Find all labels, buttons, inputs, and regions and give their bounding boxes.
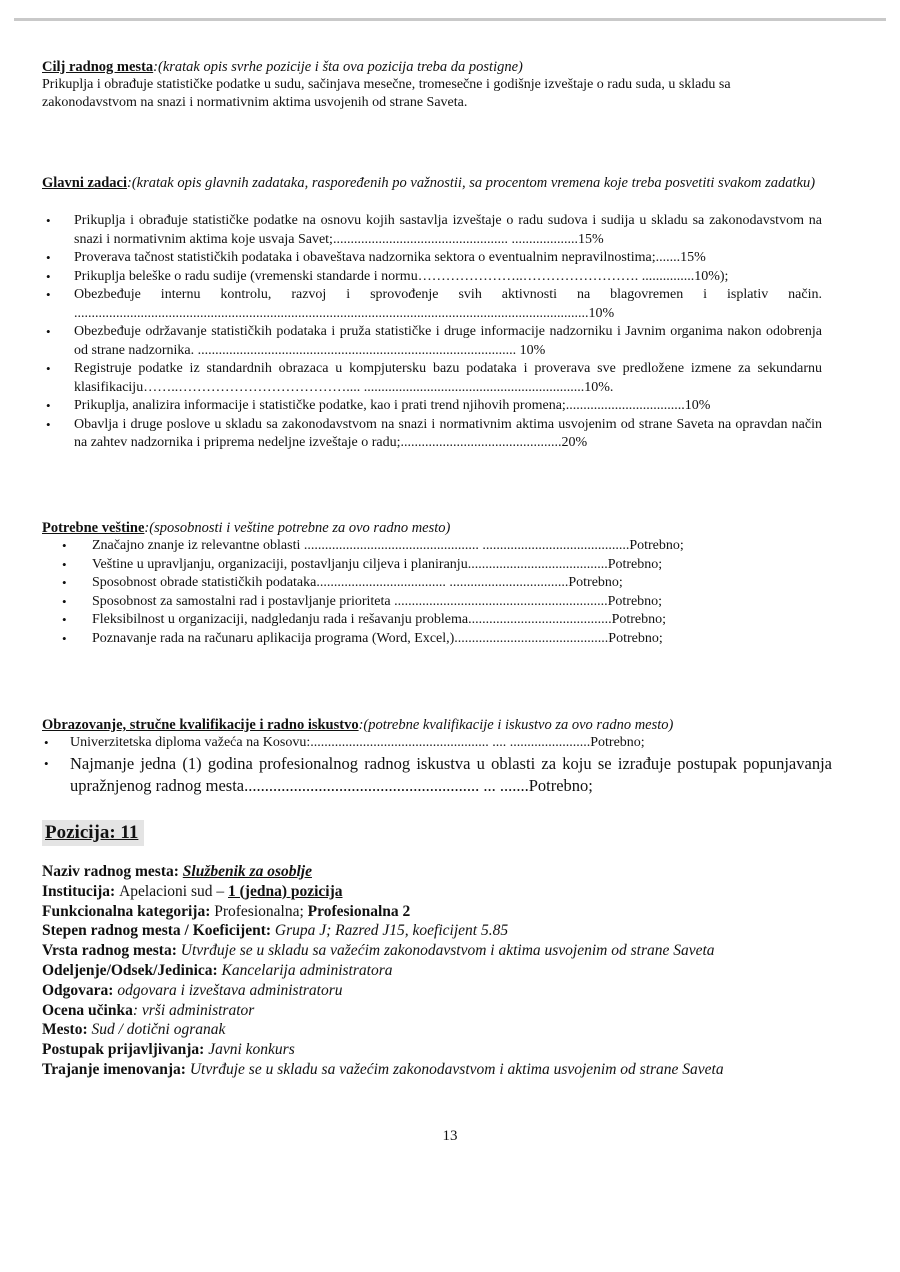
list-item: • Obezbeđuje održavanje statističkih podataka i pruža statističke i druge informacije nadzorniku i Javnim organima nakon odobrenja od strane nadzornika. ........................................................................................... 10% xyxy=(42,323,822,360)
section-cilj-heading xyxy=(42,58,822,76)
list-item: • Veštine u upravljanju, organizaciji, postavljanju ciljeva i planiranju........................................Potrebno; xyxy=(60,556,822,575)
pozicija-label: Pozicija: 11 xyxy=(42,820,144,846)
section-vestine-title: Potrebne veštine xyxy=(42,520,145,536)
pozicija-heading xyxy=(42,820,144,846)
list-item: • Proverava tačnost statističkih podataka i obaveštava nadzornika sektora o eventualnim nepravilnostima;.......15% xyxy=(42,249,822,268)
section-glavni-desc: :(kratak opis glavnih zadataka, raspoređenih po važnostii, sa procentom vremena koje treba posvetiti svakom zadatku) xyxy=(127,175,816,191)
info-vrsta: Vrsta radnog mesta: Utvrđuje se u skladu sa važećim zakonodavstvom i aktima usvojenim od strane Saveta xyxy=(42,942,715,960)
glavni-list xyxy=(42,212,822,453)
list-item: • Univerzitetska diploma važeća na Kosovu:................................................... .... .......................Potrebno; xyxy=(42,734,832,753)
info-odgovara: Odgovara: odgovara i izveštava administratoru xyxy=(42,981,343,999)
info-trajanje: Trajanje imenovanja: Utvrđuje se u skladu sa važećim zakonodavstvom i aktima usvojenim od strane Saveta xyxy=(42,1060,724,1078)
section-obrazovanje-heading xyxy=(42,716,832,734)
section-cilj-desc: :(kratak opis svrhe pozicije i šta ova pozicija treba da postigne) xyxy=(153,59,523,75)
section-glavni-title: Glavni zadaci xyxy=(42,175,127,191)
obrazovanje-list xyxy=(42,734,832,797)
list-item: • Prikuplja beleške o radu sudije (vremenski standarde i normu…………………..……………………. ...............10%); xyxy=(42,268,822,287)
info-institucija: Institucija: Apelacioni sud – 1 (jedna) pozicija xyxy=(42,882,343,900)
list-item: • Obavlja i druge poslove u skladu sa zakonodavstvom na snazi i normativnim aktima usvojenim od strane Saveta na opravdan način na zahtev nadzornika i priprema nedeljne izveštaje o radu;..............................................20% xyxy=(42,416,822,453)
list-item: • Najmanje jedna (1) godina profesionalnog radnog iskustva u oblasti za koju se izrađuje postupak popunjavanja upražnjenog radnog mesta......................................................... ... .......Potrebno; xyxy=(42,753,832,797)
section-cilj xyxy=(42,58,822,112)
section-glavni xyxy=(42,174,822,453)
info-ocena: Ocena učinka: vrši administrator xyxy=(42,1001,255,1019)
info-kategorija: Funkcionalna kategorija: Profesionalna; Profesionalna 2 xyxy=(42,902,411,920)
page-number: 13 xyxy=(442,1128,458,1144)
list-item: • Poznavanje rada na računaru aplikacija programa (Word, Excel,)............................................Potrebno; xyxy=(60,630,822,649)
section-obrazovanje-title: Obrazovanje, stručne kvalifikacije i radno iskustvo xyxy=(42,717,359,733)
section-glavni-heading xyxy=(42,174,822,192)
section-obrazovanje xyxy=(42,716,832,797)
position-info xyxy=(42,862,832,1080)
section-vestine-desc: :(sposobnosti i veštine potrebne za ovo radno mesto) xyxy=(144,520,451,536)
info-postupak: Postupak prijavljivanja: Javni konkurs xyxy=(42,1041,295,1059)
vestine-list xyxy=(60,537,822,648)
list-item: • Registruje podatke iz standardnih obrazaca u kompjutersku bazu podataka i proverava sve predložene izmene za sekundarnu klasifikaciju……..……………………………….... ...............................................................10%. xyxy=(42,360,822,397)
info-naziv: Naziv radnog mesta: Službenik za osoblje xyxy=(42,863,312,880)
list-item: • Prikuplja i obrađuje statističke podatke na osnovu kojih sastavlja izveštaje o radu sudova i sudija u skladu sa zakonodavstvom na snazi i normativnim aktima koje usvaja Savet;.................................................. ...................15% xyxy=(42,212,822,249)
section-vestine xyxy=(42,519,822,648)
info-mesto: Mesto: Sud / dotični ogranak xyxy=(42,1021,226,1039)
scan-edge-line xyxy=(14,18,886,21)
info-odeljenje: Odeljenje/Odsek/Jedinica: Kancelarija administratora xyxy=(42,961,393,979)
info-stepen: Stepen radnog mesta / Koeficijent: Grupa J; Razred J15, koeficijent 5.85 xyxy=(42,922,509,940)
section-vestine-heading xyxy=(42,519,822,537)
section-cilj-text: Prikuplja i obrađuje statističke podatke u sudu, sačinjava mesečne, tromesečne i godišnje izveštaje o radu suda, u skladu sa zakonodavstvom na snazi i normativnim aktima usvojenih od strane Saveta. xyxy=(42,77,731,110)
list-item: • Sposobnost za samostalni rad i postavljanje prioriteta .............................................................Potrebno; xyxy=(60,593,822,612)
section-obrazovanje-desc: :(potrebne kvalifikacije i iskustvo za ovo radno mesto) xyxy=(358,717,674,733)
list-item: • Obezbeđuje internu kontrolu, razvoj i sprovođenje svih aktivnosti na blagovremen i isplativ način. ...................................................................................................................................................10% xyxy=(42,286,822,323)
list-item: • Prikuplja, analizira informacije i statističke podatke, kao i prati trend njihovih promena;..................................10% xyxy=(42,397,822,416)
list-item: • Sposobnost obrade statističkih podataka..................................... ..................................Potrebno; xyxy=(60,574,822,593)
list-item: • Značajno znanje iz relevantne oblasti .................................................. ..........................................Potrebno; xyxy=(60,537,822,556)
section-cilj-title: Cilj radnog mesta xyxy=(42,59,154,75)
list-item: • Fleksibilnost u organizaciji, nadgledanju rada i rešavanju problema.........................................Potrebno; xyxy=(60,611,822,630)
